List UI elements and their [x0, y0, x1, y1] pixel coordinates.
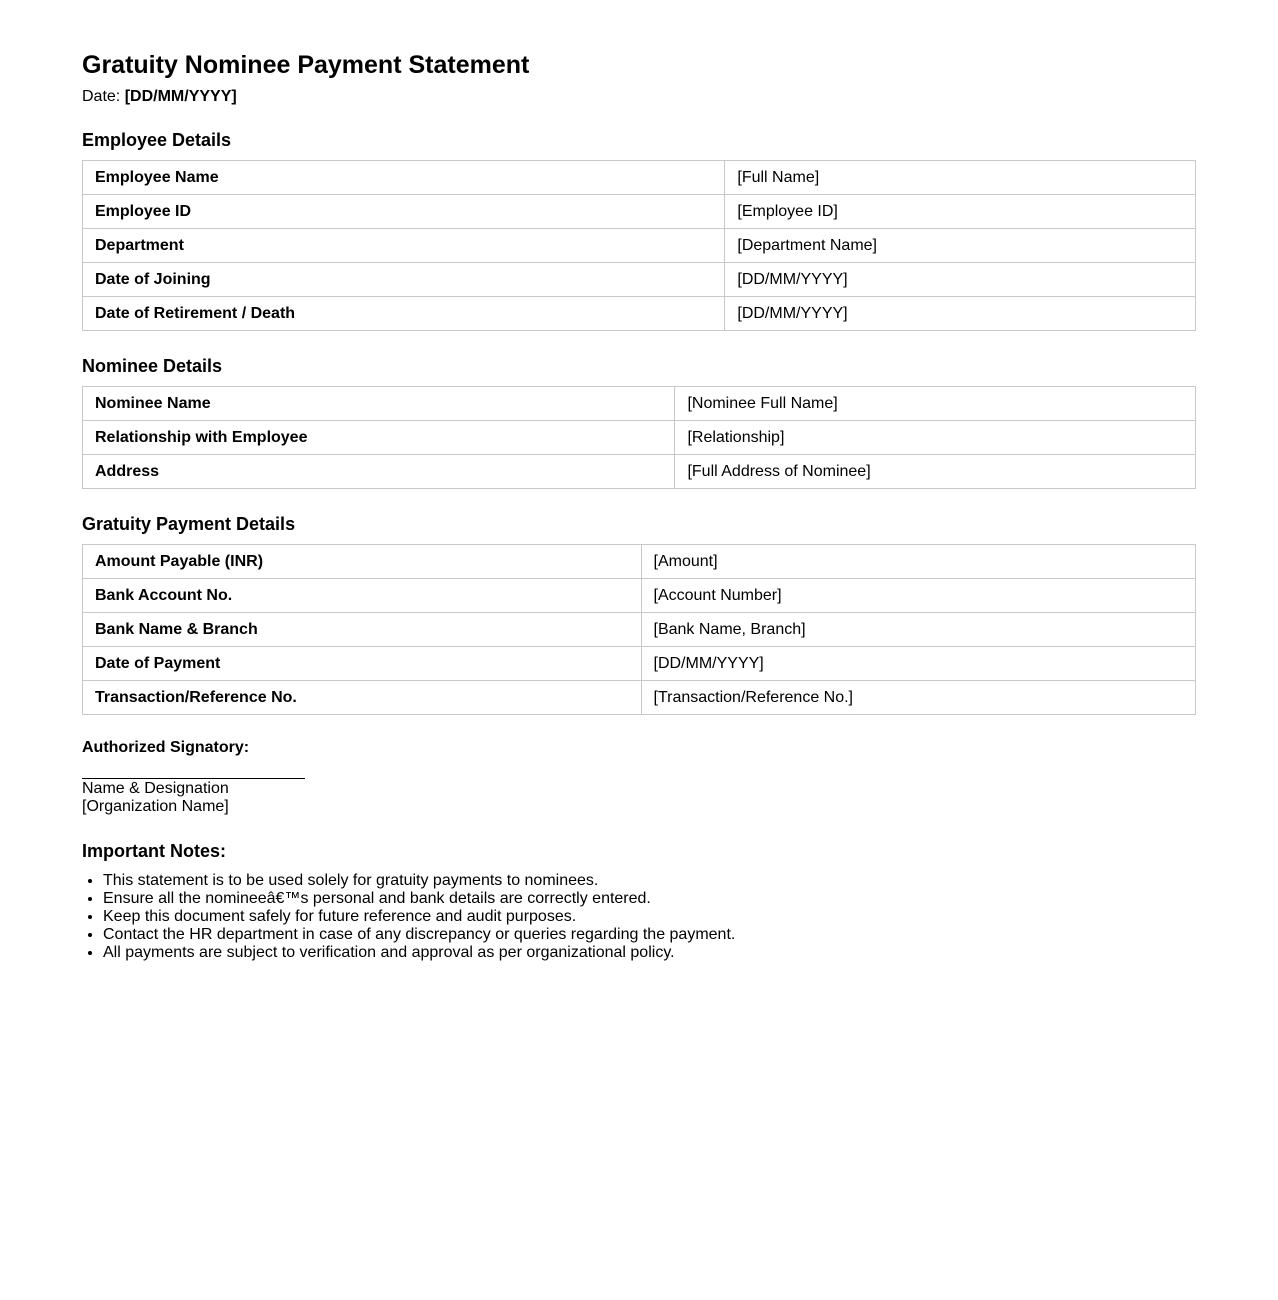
nominee-details-heading: Nominee Details — [82, 356, 223, 376]
row-label: Department — [83, 229, 725, 263]
row-label: Employee ID — [83, 195, 725, 229]
row-label: Relationship with Employee — [83, 421, 675, 455]
list-item: • This statement is to be used solely for gratuity payments to nominees. — [103, 872, 1196, 890]
row-value: [Employee ID] — [725, 195, 1196, 229]
list-item: • Contact the HR department in case of any discrepancy or queries regarding the payment. — [103, 926, 1196, 944]
table-row — [83, 681, 1196, 715]
table-row — [83, 263, 1196, 297]
page-title: Gratuity Nominee Payment Statement — [82, 51, 530, 79]
row-value: [Full Name] — [725, 161, 1196, 195]
row-value: [Account Number] — [641, 579, 1196, 613]
table-row — [83, 545, 1196, 579]
row-label: Nominee Name — [83, 387, 675, 421]
table-row — [83, 195, 1196, 229]
employee-details-table — [82, 160, 1196, 331]
notes-list — [82, 872, 1196, 962]
row-value: [Relationship] — [675, 421, 1196, 455]
row-value: [Amount] — [641, 545, 1196, 579]
row-value: [Transaction/Reference No.] — [641, 681, 1196, 715]
list-item: • Keep this document safely for future reference and audit purposes. — [103, 908, 1196, 926]
row-label: Employee Name — [83, 161, 725, 195]
row-value: [DD/MM/YYYY] — [641, 647, 1196, 681]
row-value: [Nominee Full Name] — [675, 387, 1196, 421]
date-label: Date: — [82, 88, 121, 105]
date-value: [DD/MM/YYYY] — [124, 88, 237, 105]
payment-details-heading: Gratuity Payment Details — [82, 514, 296, 534]
row-label: Date of Payment — [83, 647, 642, 681]
table-row — [83, 579, 1196, 613]
date-line — [82, 87, 1196, 107]
signatory-organization: [Organization Name] — [82, 798, 229, 815]
row-label: Amount Payable (INR) — [83, 545, 642, 579]
list-item: • Ensure all the nomineeâ€™s personal and bank details are correctly entered. — [103, 890, 1196, 908]
row-value: [DD/MM/YYYY] — [725, 263, 1196, 297]
signature-line — [82, 778, 305, 779]
table-row — [83, 387, 1196, 421]
row-label: Date of Retirement / Death — [83, 297, 725, 331]
row-value: [Full Address of Nominee] — [675, 455, 1196, 489]
important-notes-heading: Important Notes: — [82, 841, 226, 861]
row-label: Bank Name & Branch — [83, 613, 642, 647]
table-row — [83, 229, 1196, 263]
table-row — [83, 613, 1196, 647]
row-value: [DD/MM/YYYY] — [725, 297, 1196, 331]
authorized-signatory-label: Authorized Signatory: — [82, 739, 250, 756]
row-value: [Department Name] — [725, 229, 1196, 263]
row-value: [Bank Name, Branch] — [641, 613, 1196, 647]
row-label: Date of Joining — [83, 263, 725, 297]
document-page — [82, 48, 1196, 962]
table-row — [83, 421, 1196, 455]
payment-details-table — [82, 544, 1196, 715]
table-row — [83, 161, 1196, 195]
table-row — [83, 647, 1196, 681]
row-label: Transaction/Reference No. — [83, 681, 642, 715]
employee-details-heading: Employee Details — [82, 130, 232, 150]
nominee-details-table — [82, 386, 1196, 489]
table-row — [83, 455, 1196, 489]
row-label: Address — [83, 455, 675, 489]
list-item: • All payments are subject to verification and approval as per organizational policy. — [103, 944, 1196, 962]
table-row — [83, 297, 1196, 331]
signatory-name-designation: Name & Designation — [82, 780, 229, 797]
row-label: Bank Account No. — [83, 579, 642, 613]
